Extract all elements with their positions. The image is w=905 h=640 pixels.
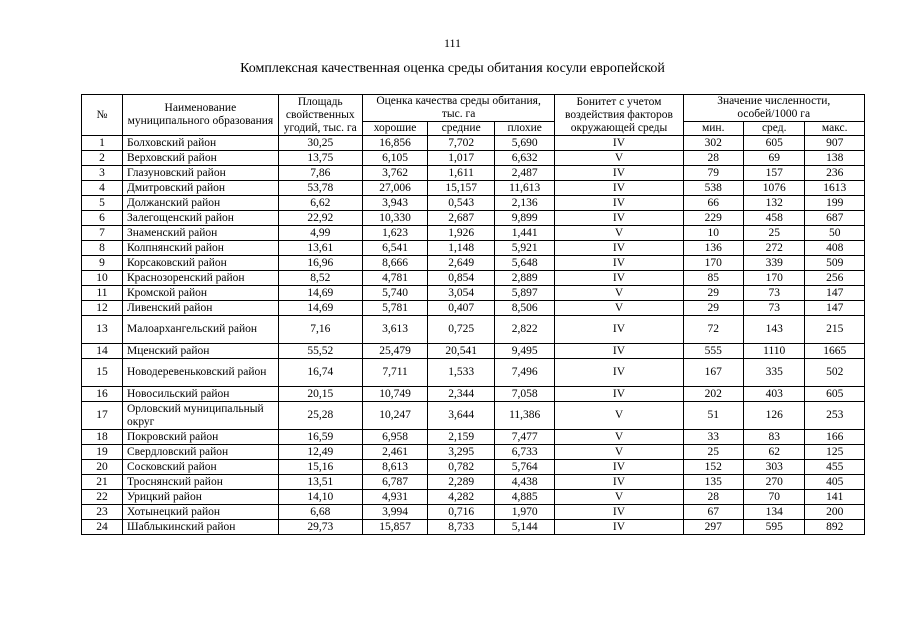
population-avg: 62 <box>743 445 804 460</box>
quality-good: 1,623 <box>362 226 428 241</box>
quality-bad: 6,733 <box>494 445 554 460</box>
header-bad: плохие <box>494 122 554 136</box>
quality-bad: 9,495 <box>494 344 554 359</box>
municipality-name: Колпнянский район <box>122 241 278 256</box>
bonitet-class: IV <box>555 166 683 181</box>
bonitet-class: IV <box>555 211 683 226</box>
bonitet-class: V <box>555 445 683 460</box>
municipality-name: Знаменский район <box>122 226 278 241</box>
municipality-name: Хотынецкий район <box>122 505 278 520</box>
table-row <box>82 344 865 359</box>
municipality-name: Урицкий район <box>122 490 278 505</box>
population-avg: 605 <box>743 136 804 151</box>
quality-medium: 0,782 <box>428 460 495 475</box>
population-max: 1665 <box>805 344 865 359</box>
population-max: 50 <box>805 226 865 241</box>
area-value: 7,16 <box>278 316 362 344</box>
area-value: 7,86 <box>278 166 362 181</box>
quality-bad: 2,487 <box>494 166 554 181</box>
area-value: 13,61 <box>278 241 362 256</box>
area-value: 16,96 <box>278 256 362 271</box>
quality-medium: 0,716 <box>428 505 495 520</box>
quality-bad: 1,970 <box>494 505 554 520</box>
bonitet-class: IV <box>555 271 683 286</box>
population-max: 502 <box>805 359 865 387</box>
bonitet-class: IV <box>555 344 683 359</box>
area-value: 14,10 <box>278 490 362 505</box>
population-min: 28 <box>683 490 743 505</box>
municipality-name: Должанский район <box>122 196 278 211</box>
bonitet-class: IV <box>555 475 683 490</box>
population-avg: 270 <box>743 475 804 490</box>
municipality-name: Глазуновский район <box>122 166 278 181</box>
population-avg: 143 <box>743 316 804 344</box>
table-row <box>82 430 865 445</box>
bonitet-class: IV <box>555 241 683 256</box>
area-value: 53,78 <box>278 181 362 196</box>
municipality-name: Краснозоренский район <box>122 271 278 286</box>
header-good: хорошие <box>362 122 428 136</box>
quality-medium: 1,611 <box>428 166 495 181</box>
area-value: 16,74 <box>278 359 362 387</box>
quality-good: 15,857 <box>362 520 428 535</box>
row-number: 22 <box>82 490 123 505</box>
quality-medium: 2,687 <box>428 211 495 226</box>
population-min: 29 <box>683 286 743 301</box>
quality-medium: 0,543 <box>428 196 495 211</box>
municipality-name: Свердловский район <box>122 445 278 460</box>
municipality-name: Залегощенский район <box>122 211 278 226</box>
population-max: 236 <box>805 166 865 181</box>
population-max: 256 <box>805 271 865 286</box>
municipality-name: Новодеревеньковский район <box>122 359 278 387</box>
quality-good: 10,330 <box>362 211 428 226</box>
table-row <box>82 181 865 196</box>
quality-medium: 15,157 <box>428 181 495 196</box>
bonitet-class: IV <box>555 316 683 344</box>
row-number: 12 <box>82 301 123 316</box>
row-number: 19 <box>82 445 123 460</box>
population-avg: 70 <box>743 490 804 505</box>
municipality-name: Кромской район <box>122 286 278 301</box>
header-bonitet: Бонитет с учетом воздействия факторов окружающей среды <box>555 95 683 136</box>
quality-medium: 2,289 <box>428 475 495 490</box>
quality-medium: 8,733 <box>428 520 495 535</box>
municipality-name: Орловский муниципальный округ <box>122 402 278 430</box>
quality-bad: 5,648 <box>494 256 554 271</box>
quality-good: 5,781 <box>362 301 428 316</box>
population-avg: 458 <box>743 211 804 226</box>
quality-bad: 8,506 <box>494 301 554 316</box>
quality-medium: 1,017 <box>428 151 495 166</box>
population-avg: 1110 <box>743 344 804 359</box>
header-row-top <box>82 95 865 122</box>
area-value: 14,69 <box>278 286 362 301</box>
table-row <box>82 387 865 402</box>
municipality-name: Ливенский район <box>122 301 278 316</box>
population-avg: 595 <box>743 520 804 535</box>
population-max: 200 <box>805 505 865 520</box>
row-number: 3 <box>82 166 123 181</box>
quality-bad: 1,441 <box>494 226 554 241</box>
quality-good: 3,613 <box>362 316 428 344</box>
area-value: 25,28 <box>278 402 362 430</box>
quality-bad: 7,058 <box>494 387 554 402</box>
area-value: 20,15 <box>278 387 362 402</box>
population-min: 170 <box>683 256 743 271</box>
municipality-name: Сосковский район <box>122 460 278 475</box>
population-min: 28 <box>683 151 743 166</box>
population-max: 253 <box>805 402 865 430</box>
header-name: Наименование муниципального образования <box>122 95 278 136</box>
population-max: 141 <box>805 490 865 505</box>
bonitet-class: IV <box>555 505 683 520</box>
quality-bad: 5,897 <box>494 286 554 301</box>
quality-bad: 5,690 <box>494 136 554 151</box>
row-number: 16 <box>82 387 123 402</box>
population-avg: 132 <box>743 196 804 211</box>
quality-good: 5,740 <box>362 286 428 301</box>
table-row <box>82 241 865 256</box>
row-number: 5 <box>82 196 123 211</box>
population-avg: 134 <box>743 505 804 520</box>
table-row <box>82 359 865 387</box>
bonitet-class: V <box>555 490 683 505</box>
header-quality: Оценка качества среды обитания, тыс. га <box>362 95 555 122</box>
header-medium: средние <box>428 122 495 136</box>
table-row <box>82 505 865 520</box>
quality-medium: 0,407 <box>428 301 495 316</box>
population-avg: 25 <box>743 226 804 241</box>
quality-bad: 2,889 <box>494 271 554 286</box>
population-min: 72 <box>683 316 743 344</box>
population-min: 136 <box>683 241 743 256</box>
table-row <box>82 460 865 475</box>
quality-bad: 7,496 <box>494 359 554 387</box>
bonitet-class: V <box>555 151 683 166</box>
population-min: 85 <box>683 271 743 286</box>
quality-medium: 1,148 <box>428 241 495 256</box>
quality-bad: 5,144 <box>494 520 554 535</box>
quality-medium: 4,282 <box>428 490 495 505</box>
table-body <box>82 136 865 535</box>
population-min: 229 <box>683 211 743 226</box>
population-min: 79 <box>683 166 743 181</box>
quality-medium: 7,702 <box>428 136 495 151</box>
population-min: 167 <box>683 359 743 387</box>
population-avg: 73 <box>743 301 804 316</box>
bonitet-class: IV <box>555 136 683 151</box>
table-row <box>82 520 865 535</box>
quality-medium: 2,649 <box>428 256 495 271</box>
table-row <box>82 445 865 460</box>
quality-bad: 4,885 <box>494 490 554 505</box>
table-row <box>82 226 865 241</box>
municipality-name: Малоархангельский район <box>122 316 278 344</box>
quality-good: 6,541 <box>362 241 428 256</box>
row-number: 4 <box>82 181 123 196</box>
table-row <box>82 166 865 181</box>
population-max: 215 <box>805 316 865 344</box>
quality-bad: 9,899 <box>494 211 554 226</box>
area-value: 22,92 <box>278 211 362 226</box>
municipality-name: Болховский район <box>122 136 278 151</box>
population-avg: 157 <box>743 166 804 181</box>
header-population: Значение численности, особей/1000 га <box>683 95 864 122</box>
row-number: 24 <box>82 520 123 535</box>
row-number: 11 <box>82 286 123 301</box>
table-row <box>82 151 865 166</box>
population-max: 147 <box>805 286 865 301</box>
quality-good: 3,762 <box>362 166 428 181</box>
quality-good: 3,994 <box>362 505 428 520</box>
population-avg: 1076 <box>743 181 804 196</box>
area-value: 14,69 <box>278 301 362 316</box>
population-max: 199 <box>805 196 865 211</box>
bonitet-class: IV <box>555 387 683 402</box>
bonitet-class: IV <box>555 181 683 196</box>
table-row <box>82 316 865 344</box>
population-min: 302 <box>683 136 743 151</box>
row-number: 17 <box>82 402 123 430</box>
population-avg: 403 <box>743 387 804 402</box>
population-max: 125 <box>805 445 865 460</box>
population-avg: 272 <box>743 241 804 256</box>
quality-medium: 0,725 <box>428 316 495 344</box>
bonitet-class: V <box>555 402 683 430</box>
area-value: 4,99 <box>278 226 362 241</box>
row-number: 6 <box>82 211 123 226</box>
quality-good: 4,781 <box>362 271 428 286</box>
population-min: 555 <box>683 344 743 359</box>
table-row <box>82 286 865 301</box>
header-num: № <box>82 95 123 136</box>
quality-bad: 4,438 <box>494 475 554 490</box>
quality-good: 7,711 <box>362 359 428 387</box>
area-value: 55,52 <box>278 344 362 359</box>
population-max: 408 <box>805 241 865 256</box>
quality-good: 3,943 <box>362 196 428 211</box>
municipality-name: Шаблыкинский район <box>122 520 278 535</box>
quality-good: 10,247 <box>362 402 428 430</box>
row-number: 15 <box>82 359 123 387</box>
quality-good: 8,666 <box>362 256 428 271</box>
population-min: 152 <box>683 460 743 475</box>
area-value: 13,75 <box>278 151 362 166</box>
area-value: 15,16 <box>278 460 362 475</box>
municipality-name: Корсаковский район <box>122 256 278 271</box>
row-number: 20 <box>82 460 123 475</box>
population-max: 509 <box>805 256 865 271</box>
table-row <box>82 256 865 271</box>
municipality-name: Мценский район <box>122 344 278 359</box>
population-max: 138 <box>805 151 865 166</box>
population-avg: 303 <box>743 460 804 475</box>
header-min: мин. <box>683 122 743 136</box>
quality-good: 25,479 <box>362 344 428 359</box>
quality-medium: 3,295 <box>428 445 495 460</box>
row-number: 7 <box>82 226 123 241</box>
population-avg: 73 <box>743 286 804 301</box>
population-max: 147 <box>805 301 865 316</box>
table-row <box>82 271 865 286</box>
header-avg: сред. <box>743 122 804 136</box>
header-max: макс. <box>805 122 865 136</box>
population-min: 297 <box>683 520 743 535</box>
quality-bad: 2,136 <box>494 196 554 211</box>
page-number: 111 <box>443 36 462 50</box>
area-value: 30,25 <box>278 136 362 151</box>
quality-good: 10,749 <box>362 387 428 402</box>
population-min: 67 <box>683 505 743 520</box>
quality-bad: 7,477 <box>494 430 554 445</box>
population-max: 605 <box>805 387 865 402</box>
quality-good: 6,105 <box>362 151 428 166</box>
population-avg: 339 <box>743 256 804 271</box>
quality-medium: 20,541 <box>428 344 495 359</box>
municipality-name: Верховский район <box>122 151 278 166</box>
row-number: 9 <box>82 256 123 271</box>
table-row <box>82 402 865 430</box>
quality-bad: 11,613 <box>494 181 554 196</box>
table-row <box>82 490 865 505</box>
bonitet-class: IV <box>555 196 683 211</box>
area-value: 13,51 <box>278 475 362 490</box>
table-row <box>82 301 865 316</box>
quality-medium: 2,344 <box>428 387 495 402</box>
quality-medium: 3,054 <box>428 286 495 301</box>
population-max: 405 <box>805 475 865 490</box>
row-number: 10 <box>82 271 123 286</box>
population-min: 538 <box>683 181 743 196</box>
population-max: 166 <box>805 430 865 445</box>
area-value: 29,73 <box>278 520 362 535</box>
quality-medium: 1,926 <box>428 226 495 241</box>
row-number: 18 <box>82 430 123 445</box>
bonitet-class: V <box>555 286 683 301</box>
population-min: 66 <box>683 196 743 211</box>
bonitet-class: IV <box>555 520 683 535</box>
population-avg: 335 <box>743 359 804 387</box>
municipality-name: Дмитровский район <box>122 181 278 196</box>
population-avg: 170 <box>743 271 804 286</box>
quality-good: 6,787 <box>362 475 428 490</box>
row-number: 8 <box>82 241 123 256</box>
habitat-assessment-table <box>81 94 865 535</box>
quality-good: 27,006 <box>362 181 428 196</box>
row-number: 13 <box>82 316 123 344</box>
population-min: 202 <box>683 387 743 402</box>
population-min: 51 <box>683 402 743 430</box>
quality-good: 4,931 <box>362 490 428 505</box>
quality-good: 16,856 <box>362 136 428 151</box>
population-max: 907 <box>805 136 865 151</box>
population-min: 29 <box>683 301 743 316</box>
population-avg: 69 <box>743 151 804 166</box>
quality-bad: 5,921 <box>494 241 554 256</box>
quality-medium: 3,644 <box>428 402 495 430</box>
area-value: 12,49 <box>278 445 362 460</box>
quality-bad: 11,386 <box>494 402 554 430</box>
population-avg: 126 <box>743 402 804 430</box>
area-value: 6,62 <box>278 196 362 211</box>
table-row <box>82 475 865 490</box>
document-title: Комплексная качественная оценка среды обитания косули европейской <box>240 61 665 76</box>
quality-good: 6,958 <box>362 430 428 445</box>
population-min: 135 <box>683 475 743 490</box>
row-number: 21 <box>82 475 123 490</box>
population-min: 33 <box>683 430 743 445</box>
quality-medium: 2,159 <box>428 430 495 445</box>
bonitet-class: V <box>555 301 683 316</box>
area-value: 6,68 <box>278 505 362 520</box>
table-row <box>82 196 865 211</box>
population-min: 25 <box>683 445 743 460</box>
bonitet-class: IV <box>555 256 683 271</box>
quality-good: 8,613 <box>362 460 428 475</box>
population-max: 455 <box>805 460 865 475</box>
quality-good: 2,461 <box>362 445 428 460</box>
population-max: 687 <box>805 211 865 226</box>
municipality-name: Троснянский район <box>122 475 278 490</box>
row-number: 14 <box>82 344 123 359</box>
bonitet-class: IV <box>555 359 683 387</box>
table-row <box>82 211 865 226</box>
population-max: 1613 <box>805 181 865 196</box>
row-number: 2 <box>82 151 123 166</box>
municipality-name: Покровский район <box>122 430 278 445</box>
area-value: 8,52 <box>278 271 362 286</box>
row-number: 23 <box>82 505 123 520</box>
header-area: Площадь свойственных угодий, тыс. га <box>278 95 362 136</box>
quality-bad: 2,822 <box>494 316 554 344</box>
quality-medium: 0,854 <box>428 271 495 286</box>
quality-bad: 5,764 <box>494 460 554 475</box>
area-value: 16,59 <box>278 430 362 445</box>
bonitet-class: IV <box>555 460 683 475</box>
population-avg: 83 <box>743 430 804 445</box>
quality-bad: 6,632 <box>494 151 554 166</box>
bonitet-class: V <box>555 226 683 241</box>
municipality-name: Новосильский район <box>122 387 278 402</box>
row-number: 1 <box>82 136 123 151</box>
population-max: 892 <box>805 520 865 535</box>
population-min: 10 <box>683 226 743 241</box>
table-row <box>82 136 865 151</box>
bonitet-class: V <box>555 430 683 445</box>
quality-medium: 1,533 <box>428 359 495 387</box>
